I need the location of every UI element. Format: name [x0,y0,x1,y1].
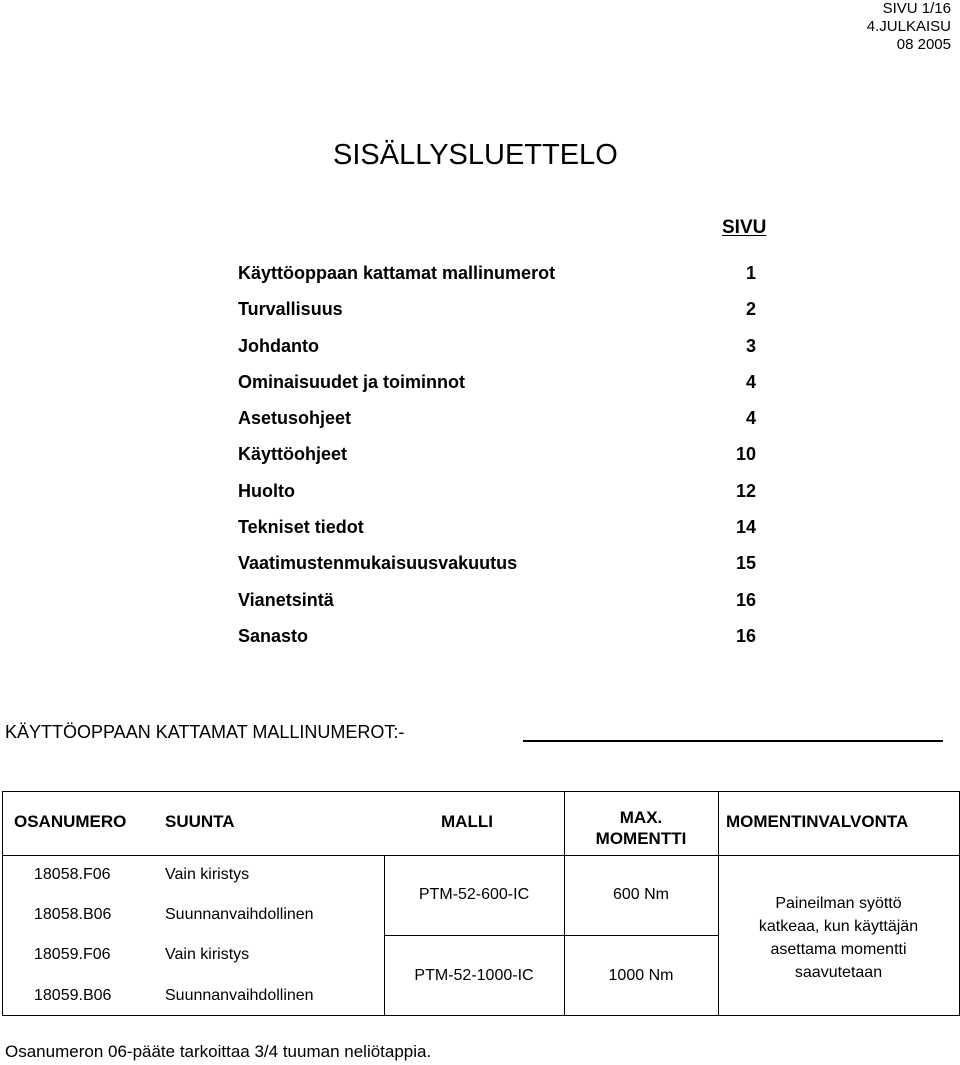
table-header-divider [2,855,960,856]
row-direction: Vain kiristys [165,866,250,883]
toc-page-column-label: SIVU [722,217,767,238]
footer-note: Osanumeron 06-pääte tarkoittaa 3/4 tuuman neliötappia. [5,1042,432,1061]
group-torque: 1000 Nm [608,967,674,984]
col-header-part: OSANUMERO [14,812,127,831]
toc-entry[interactable] [238,624,758,648]
toc-entry-page: 3 [745,336,756,356]
toc-entry[interactable] [238,515,758,539]
toc-entry[interactable] [238,551,758,575]
table-border-left [2,791,3,1016]
page-title: SISÄLLYSLUETTELO [333,139,618,171]
control-line: asettama momentti [770,941,907,958]
toc-entry-page: 4 [745,408,756,428]
toc-entry-page: 12 [735,481,756,501]
toc-entry[interactable] [238,297,758,321]
toc-entry-page: 16 [735,626,756,646]
table-border-bottom [2,1015,960,1016]
page-label: SIVU 1/16 [882,0,951,17]
control-line: Paineilman syöttö [775,895,902,912]
row-direction: Suunnanvaihdollinen [165,987,314,1004]
toc-entry[interactable] [238,334,758,358]
toc-entry-label: Vaatimustenmukaisuusvakuutus [238,553,518,573]
toc-entry-page: 4 [745,372,756,392]
control-line: katkeaa, kun käyttäjän [758,918,919,935]
col-header-torque [564,807,718,849]
toc-entry-label: Käyttöohjeet [238,444,348,464]
col-header-direction: SUUNTA [165,812,235,831]
toc-entry[interactable] [238,370,758,394]
table-group-divider [384,935,718,936]
col-header-torque-line2: MOMENTTI [595,829,687,848]
toc-entry-label: Tekniset tiedot [238,517,364,537]
toc-entry-label: Turvallisuus [238,299,343,319]
control-line: saavutetaan [794,964,883,981]
models-heading: KÄYTTÖOPPAAN KATTAMAT MALLINUMEROT:- [5,722,405,742]
toc-entry[interactable] [238,406,758,430]
row-direction: Vain kiristys [165,946,250,963]
toc-entry-page: 15 [735,553,756,573]
toc-entry-page: 16 [735,590,756,610]
document-header [867,0,951,54]
toc-entry[interactable] [238,479,758,503]
edition-label: 4.JULKAISU [866,18,951,35]
col-header-model: MALLI [441,812,493,831]
control-description [718,892,959,984]
col-header-torque-line1: MAX. [619,808,663,827]
row-part: 18059.B06 [34,987,112,1004]
toc-entry-label: Johdanto [238,336,319,356]
toc-entry-page: 2 [745,299,756,319]
toc-entry-label: Huolto [238,481,295,501]
toc-entry-page: 1 [745,263,756,283]
row-direction: Suunnanvaihdollinen [165,906,314,923]
toc-entry-page: 10 [735,444,756,464]
row-part: 18058.F06 [34,866,111,883]
col-header-control: MOMENTINVALVONTA [726,812,909,831]
models-heading-underline [523,740,943,742]
group-model: PTM-52-600-IC [418,886,530,903]
toc-entry-label: Vianetsintä [238,590,334,610]
table-col-divider [384,855,385,1015]
table-border-top [2,791,960,792]
toc-entry-page: 14 [735,517,756,537]
toc-entry[interactable] [238,588,758,612]
toc-entry-label: Ominaisuudet ja toiminnot [238,372,466,392]
row-part: 18059.F06 [34,946,111,963]
group-model: PTM-52-1000-IC [414,967,534,984]
toc-entry[interactable] [238,442,758,466]
toc-entry[interactable] [238,261,758,285]
date-label: 08 2005 [896,36,951,53]
group-torque: 600 Nm [612,886,670,903]
toc-entry-label: Käyttöoppaan kattamat mallinumerot [238,263,556,283]
toc-entry-label: Sanasto [238,626,309,646]
toc-entry-label: Asetusohjeet [238,408,352,428]
row-part: 18058.B06 [34,906,112,923]
